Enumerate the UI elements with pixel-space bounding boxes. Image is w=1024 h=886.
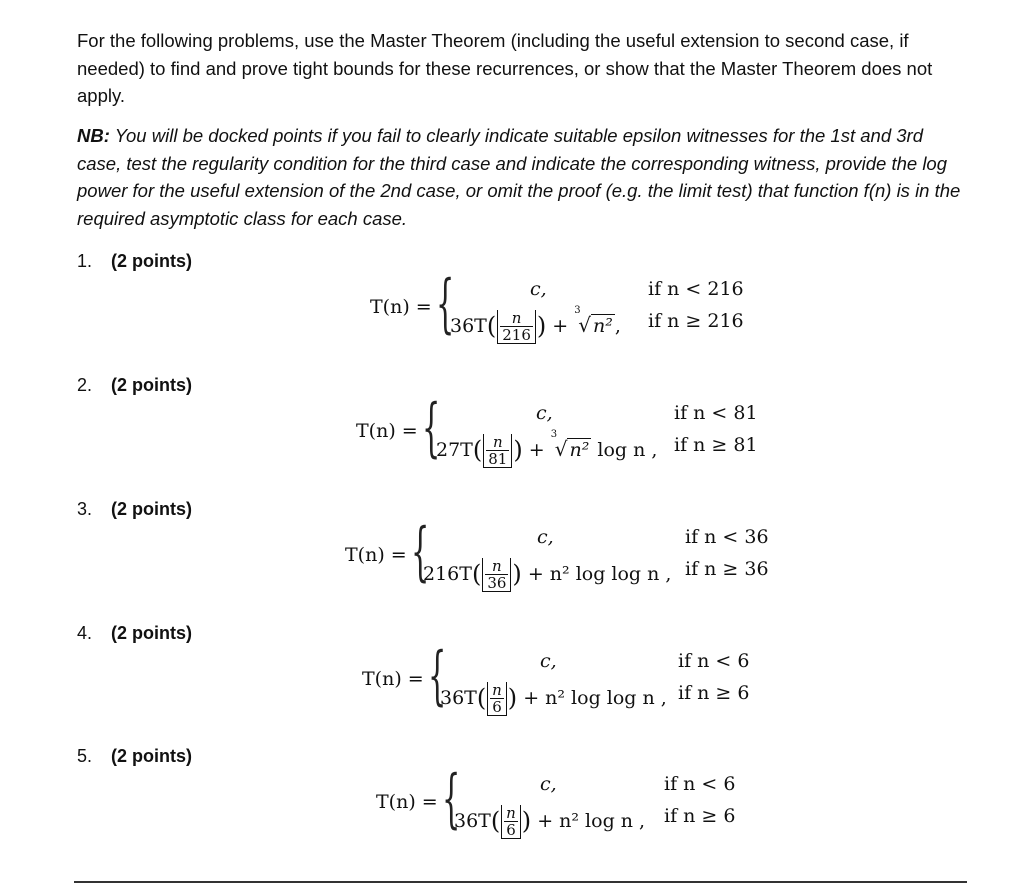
problem-number: 3.: [77, 499, 93, 519]
added-term: + n² log log n ,: [523, 687, 667, 709]
added-term: + n² log n ,: [537, 810, 646, 832]
recursive-case: 216T( $\frac{n}{36}$ ) + n² log log n ,: [423, 557, 672, 592]
recursive-case: 36T( $\frac{n}{6}$ ) + n² log n ,: [454, 804, 646, 839]
problem-4-equation: [362, 639, 762, 720]
added-term: +: [528, 439, 551, 461]
problem-3-equation: [345, 515, 770, 596]
problem-points: (2 points): [111, 499, 192, 519]
condition-less: if n < 216: [648, 278, 744, 300]
condition-less: if n < 6: [678, 650, 750, 672]
recursive-case: 36T( $\frac{n}{216}$ ) + 3 √ n² ,: [450, 305, 621, 344]
cube-root: 3 √ n²: [550, 429, 590, 461]
recursive-case: 27T( $\frac{n}{81}$ ) + 3 √ n² log n ,: [436, 429, 658, 468]
coefficient: 27T: [436, 439, 473, 461]
condition-geq: if n ≥ 216: [648, 310, 744, 332]
base-case: c,: [536, 402, 553, 424]
problem-points: (2 points): [111, 251, 192, 271]
floor-fraction: $\frac{n}{6}$: [501, 805, 521, 839]
problem-number: 4.: [77, 623, 93, 643]
problem-1-equation: [370, 267, 750, 348]
condition-less: if n < 36: [685, 526, 769, 548]
base-case: c,: [540, 650, 557, 672]
nb-paragraph: [77, 122, 972, 232]
problem-1-label: [77, 251, 192, 272]
condition-geq: if n ≥ 6: [664, 805, 736, 827]
problem-number: 2.: [77, 375, 93, 395]
cases-brace: {: [422, 391, 441, 465]
problem-points: (2 points): [111, 375, 192, 395]
problem-2-label: [77, 375, 192, 396]
problem-points: (2 points): [111, 746, 192, 766]
nb-text: You will be docked points if you fail to clearly indicate suitable epsilon witnesses for the 1st and 3rd case, test the regularity condition for the third case and indicate the corresponding witness, provide the log power for the useful extension of the 2nd case, or omit the proof (e.g. the limit test) that function f(n) is in the required asymptotic class for each case.: [77, 125, 961, 229]
cube-root: 3 √ n²: [574, 305, 613, 337]
problem-4-label: [77, 623, 192, 644]
coefficient: 216T: [423, 563, 472, 585]
bottom-divider: [74, 881, 967, 883]
coefficient: 36T: [454, 810, 491, 832]
condition-geq: if n ≥ 6: [678, 682, 750, 704]
cases-brace: {: [436, 267, 455, 341]
floor-fraction: $\frac{n}{6}$: [487, 682, 507, 716]
nb-label: NB:: [77, 125, 110, 146]
condition-less: if n < 81: [674, 402, 758, 424]
equation-lhs: T(n) =: [356, 420, 418, 442]
floor-fraction: $\frac{n}{216}$: [497, 310, 536, 344]
problem-points: (2 points): [111, 623, 192, 643]
equation-lhs: T(n) =: [345, 544, 407, 566]
equation-lhs: T(n) =: [362, 668, 424, 690]
condition-geq: if n ≥ 36: [685, 558, 769, 580]
condition-less: if n < 6: [664, 773, 736, 795]
coefficient: 36T: [450, 315, 487, 337]
cases-brace: {: [442, 762, 461, 836]
problem-2-equation: [356, 391, 758, 472]
problem-3-label: [77, 499, 192, 520]
coefficient: 36T: [440, 687, 477, 709]
added-term: + n² log log n ,: [527, 563, 672, 585]
floor-fraction: $\frac{n}{36}$: [482, 558, 511, 592]
base-case: c,: [537, 526, 554, 548]
base-case: c,: [530, 278, 547, 300]
cases-brace: {: [428, 639, 447, 713]
floor-fraction: $\frac{n}{81}$: [483, 434, 512, 468]
recursive-case: 36T( $\frac{n}{6}$ ) + n² log log n ,: [440, 681, 667, 716]
base-case: c,: [540, 773, 557, 795]
equation-lhs: T(n) =: [370, 296, 432, 318]
problem-number: 1.: [77, 251, 93, 271]
intro-paragraph: For the following problems, use the Master Theorem (including the useful extension to second case, if needed) to find and prove tight bounds for these recurrences, or show that the Master Theorem does not apply.: [77, 30, 933, 106]
cases-brace: {: [411, 515, 430, 589]
problem-number: 5.: [77, 746, 93, 766]
condition-geq: if n ≥ 81: [674, 434, 758, 456]
added-term: +: [552, 315, 575, 337]
equation-lhs: T(n) =: [376, 791, 438, 813]
problem-5-equation: [376, 762, 756, 843]
problem-5-label: [77, 746, 192, 767]
